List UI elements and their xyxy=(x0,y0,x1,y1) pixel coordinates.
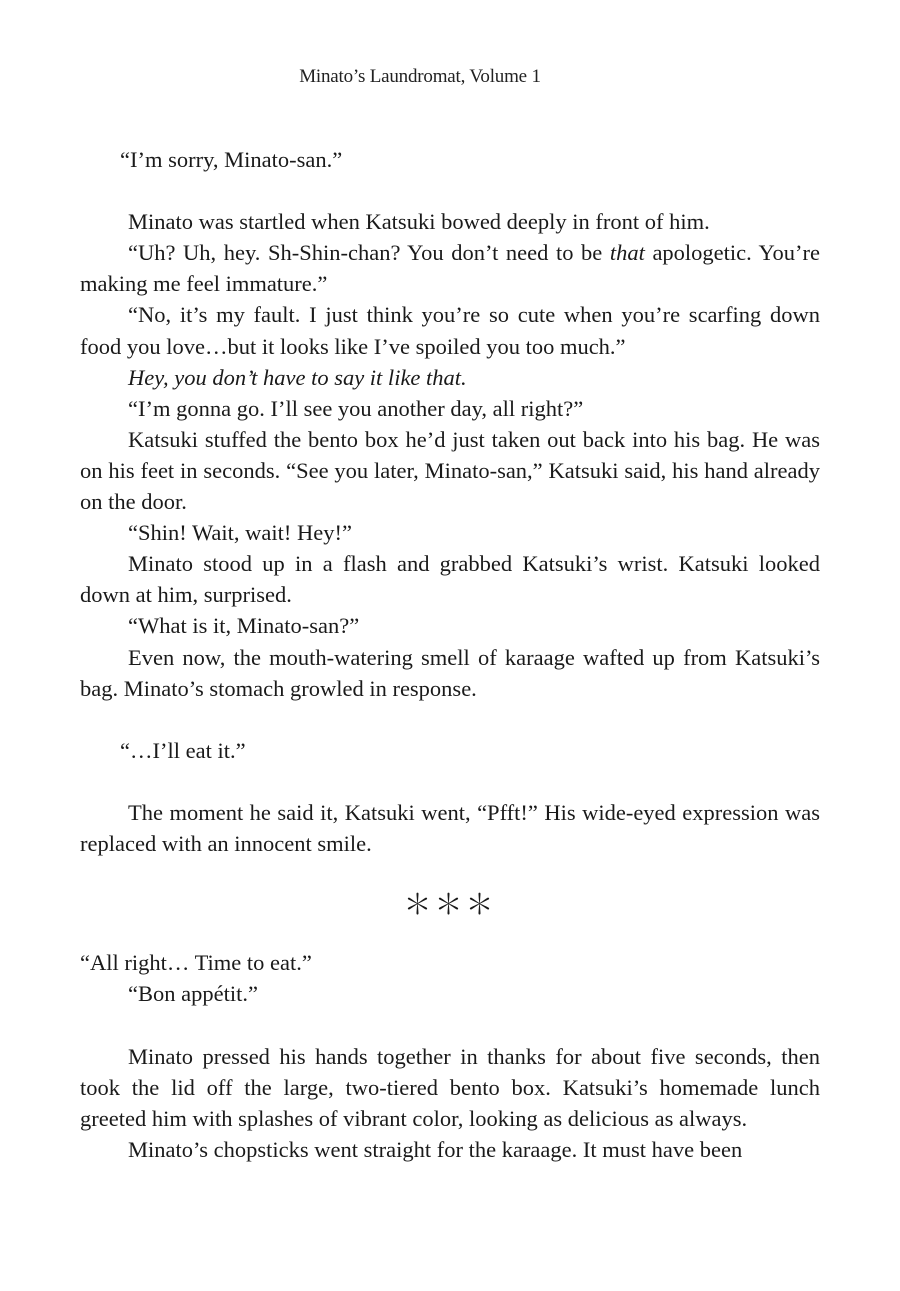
paragraph-gap xyxy=(80,859,820,890)
paragraph: Katsuki stuffed the bento box he’d just taken out back into his bag. He was on his feet in seconds. “See you later, Minato-san,” Katsuki said, his hand already on the door. xyxy=(80,426,820,515)
paragraph-text: “Uh? Uh, hey. Sh-Shin-chan? You don’t need to be xyxy=(128,240,610,266)
paragraph-emphasis: that xyxy=(609,240,645,266)
paragraph-gap xyxy=(80,175,820,206)
paragraph-emphasis: Hey, you don’t have to say it like that. xyxy=(128,364,467,390)
paragraph-text: apologetic. You’re making me feel immature.” xyxy=(80,240,820,297)
paragraph: Minato pressed his hands together in thanks for about five seconds, then took the lid off the large, two-tiered bento box. Katsuki’s homemade lunch greeted him with splashes of vibrant color, looking as delicious as always. xyxy=(80,1043,820,1131)
paragraph: Minato was startled when Katsuki bowed deeply in front of him. xyxy=(128,209,710,235)
paragraph-gap xyxy=(80,766,820,797)
paragraph-gap xyxy=(80,921,820,947)
paragraph-gap xyxy=(80,1010,820,1041)
paragraph: “Shin! Wait, wait! Hey!” xyxy=(128,520,352,546)
page-body xyxy=(80,144,820,1165)
paragraph-gap xyxy=(80,704,820,735)
paragraph: Minato stood up in a flash and grabbed Katsuki’s wrist. Katsuki looked down at him, surprised. xyxy=(80,551,820,608)
scene-break: ＊＊＊ xyxy=(403,890,497,922)
paragraph: Even now, the mouth-watering smell of karaage wafted up from Katsuki’s bag. Minato’s stomach growled in response. xyxy=(80,644,820,701)
paragraph xyxy=(80,237,820,299)
paragraph: “Bon appétit.” xyxy=(128,981,258,1007)
paragraph: “No, it’s my fault. I just think you’re so cute when you’re scarfing down food you love…but it looks like I’ve spoiled you too much.” xyxy=(80,302,820,359)
paragraph: “…I’ll eat it.” xyxy=(120,737,246,763)
paragraph: The moment he said it, Katsuki went, “Pfft!” His wide-eyed expression was replaced with an innocent smile. xyxy=(80,799,820,857)
paragraph: Minato’s chopsticks went straight for the karaage. It must have been xyxy=(128,1136,743,1162)
paragraph: “I’m sorry, Minato-san.” xyxy=(120,147,343,172)
running-header: Minato’s Laundromat, Volume 1 xyxy=(299,66,541,87)
paragraph-italic-thought xyxy=(80,362,820,393)
paragraph: “All right… Time to eat.” xyxy=(80,950,312,976)
paragraph: “I’m gonna go. I’ll see you another day, all right?” xyxy=(128,395,584,421)
paragraph: “What is it, Minato-san?” xyxy=(128,613,360,639)
